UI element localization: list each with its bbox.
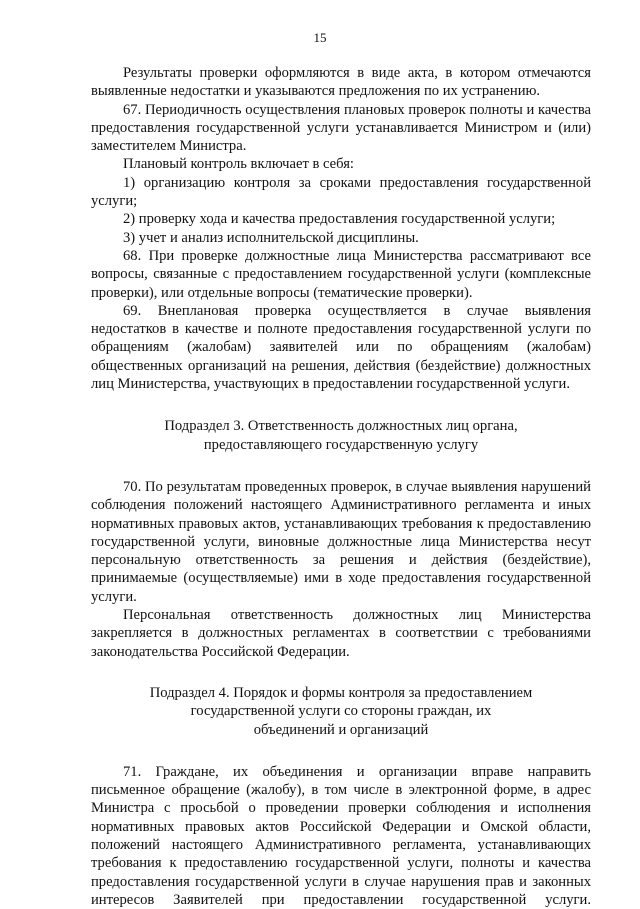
- subsection-4-line-3: объединений и организаций: [253, 721, 429, 738]
- paragraph-70: 70. По результатам проведенных проверок, в случае выявления нарушений соблюдения положений настоящего Административного регламента и иных нормативных правовых актов, устанавливающих требования к предоставлению государственной услуги, виновные должностные лица Министерства несут персональную ответственность за решения и действия (бездействие), принимаемые (осуществляемые) ими в ходе предоставления государственной услуги.: [91, 478, 591, 605]
- paragraph-personal-responsibility: Персональная ответственность должностных лиц Министерства закрепляется в должностных регламентах в соответствии с требованиями законодательства Российской Федерации.: [91, 607, 591, 660]
- paragraph-68: 68. При проверке должностные лица Министерства рассматривают все вопросы, связанные с предоставлением государственной услуги (комплексные проверки), или отдельные вопросы (тематические проверки).: [91, 247, 591, 301]
- subsection-4-heading: [91, 684, 591, 739]
- paragraph-69: 69. Внеплановая проверка осуществляется в случае выявления недостатков в качестве и полноте предоставления государственной услуги по обращениям (жалобам) заявителей или по обращениям (жалобам) общественных организаций на решения, действия (бездействие) должностных лиц Министерства, участвующих в предоставлении государственной услуги.: [91, 302, 591, 393]
- paragraph-71: 71. Граждане, их объединения и организации вправе направить письменное обращение (жалобу), в том числе в электронной форме, в адрес Министра с просьбой о проведении проверки соблюдения и исполнения нормативных правовых актов Российской Федерации и Омской области, положений настоящего Административного регламента, устанавливающих требования к предоставлению государственной услуги, полноты и качества предоставления государственной услуги в случае нарушения прав и законных интересов Заявителей при предоставлении государственной услуги.: [91, 763, 591, 908]
- document-body: [91, 64, 591, 909]
- subsection-4-line-2: государственной услуги со стороны граждан, их: [190, 703, 492, 720]
- subsection-3-line-2: предоставляющего государственную услугу: [203, 436, 479, 453]
- subsection-3-line-1: Подраздел 3. Ответственность должностных лиц органа,: [164, 418, 518, 435]
- page-number: 15: [313, 30, 327, 45]
- paragraph-act-results: Результаты проверки оформляются в виде акта, в котором отмечаются выявленные недостатки и указываются предложения по их устранению.: [91, 65, 591, 100]
- list-item-2: 2) проверку хода и качества предоставления государственной услуги;: [123, 211, 556, 228]
- paragraph-67: 67. Периодичность осуществления плановых проверок полноты и качества предоставления государственной услуги устанавливается Министром и (или) заместителем Министра.: [91, 101, 591, 155]
- subsection-3-heading: [91, 417, 591, 454]
- subsection-4-line-1: Подраздел 4. Порядок и формы контроля за предоставлением: [149, 684, 533, 701]
- list-item-1: 1) организацию контроля за сроками предоставления государственной услуги;: [91, 174, 591, 210]
- paragraph-planned-control: Плановый контроль включает в себя:: [123, 156, 354, 173]
- list-item-3: 3) учет и анализ исполнительской дисциплины.: [123, 229, 419, 246]
